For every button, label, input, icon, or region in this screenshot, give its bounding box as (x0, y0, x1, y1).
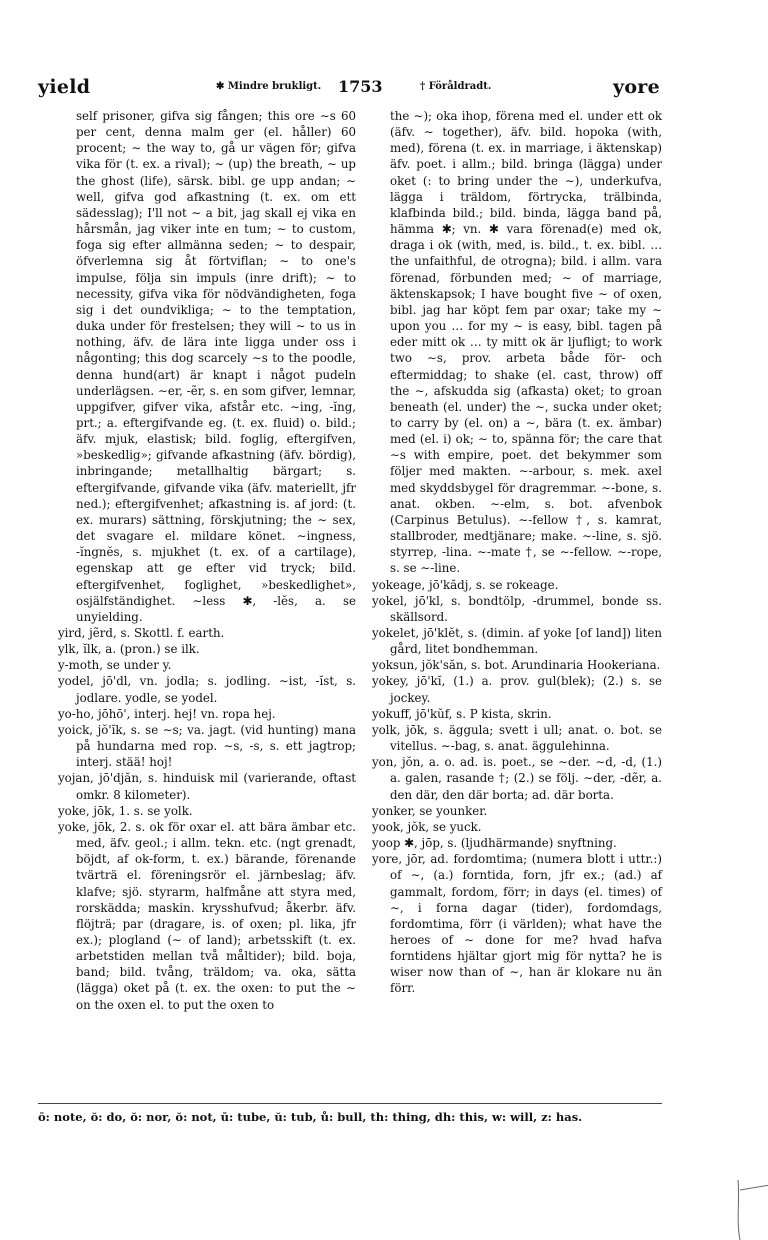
entry-yore: yore, jōr, ad. fordomtima; (numera blott i uttr.:) of ∼, (a.) forntida, forn, jfr ex.; (ad.) af gammalt, fordom, förr; in days (el. times) of ∼, i forna dagar (tider), fordomdags, fordomtima, förr (i världen); what have the heroes of ∼ done for me? hvad hafva forntidens hjältar gjort mig för nytta? he is wiser now than of ∼, han är klokare nu än förr. (372, 852, 662, 996)
entry-yoick: yoick, jŏ'ĭk, s. se ∼s; va. jagt. (vid hunting) mana på hundarna med rop. ∼s, -s, s. ett jagtrop; interj. stää! hoj! (58, 722, 356, 770)
entry-yon: yon, jŏn, a. o. ad. is. poet., se ∼der. ∼d, -d, (1.) a. galen, rasande †; (2.) se följ. ∼der, -dẽr, a. den där, den där borta; ad. där borta. (372, 755, 662, 802)
running-header (38, 76, 660, 100)
footer-rule (38, 1103, 662, 1104)
entry-yird: yird, jẽrd, s. Skottl. f. earth. (58, 626, 225, 640)
right-column (372, 108, 662, 997)
entry-yo-ho: yo-ho, jōhō', interj. hej! vn. ropa hej. (58, 706, 276, 721)
entry-ylk: ylk, ĭlk, a. (pron.) se ilk. (58, 642, 200, 657)
page-fold-mark (730, 1180, 768, 1240)
entry-yolk: yolk, jōk, s. äggula; svett i ull; anat. o. bot. se vitellus. ∼-bag, s. anat. äggulehinna. (372, 722, 662, 754)
entry-yoke-2-continuation: the ∼); oka ihop, förena med el. under ett ok (äfv. ∼ together), äfv. bild. hopoka (with, med), förena (t. ex. in marriage, i äktenskap) äfv. poet. i allm.; bild. bringa (lägga) under oket (: to bring under the ∼), underkufva, lägga i träldom, förtrycka, trälbinda, klafbinda bild.; bild. binda, lägga band på, hämma ✱; vn. ✱ vara förenad(e) med ok, draga i ok (with, med, is. bild., t. ex. bibl. … the unfaithful, de otrogna); bild. i allm. vara förenad, förbunden med; ∼ of marriage, äktenskapsok; I have bought five ∼ of oxen, bibl. jag har köpt fem par oxar; take my ∼ upon you … for my ∼ is easy, bibl. tagen på eder mitt ok … ty mitt ok är ljufligt; to work two ∼s, prov. arbeta både för- och eftermiddag; to shake (el. cast, throw) off the ∼, afskudda sig (afkasta) oket; to groan beneath (el. under) the ∼, sucka under oket; to carry by (el. on) a ∼, bära (t. ex. ämbar) med (el. i) ok; ∼ to, spänna för; the care that ∼s with empire, poet. det bekymmer som följer med makten. ∼-arbour, s. mek. axel med skyddsbygel för dragremmar. ∼-bone, s. anat. okben. ∼-elm, s. bot. afvenbok (Carpinus Betulus). ∼-fellow †, s. kamrat, stallbroder, medtjänare; make. ∼-line, s. sjö. styrrep, -lina. ∼-mate †, se ∼-fellow. ∼-rope, s. se ∼-line. (390, 109, 662, 576)
left-column (58, 108, 356, 1013)
entry-y-moth: y-moth, se under y. (58, 658, 172, 673)
entry-yodel: yodel, jō'dl, vn. jodla; s. jodling. ∼ist, -ĭst, s. jodlare. yodle, se yodel. (58, 674, 356, 705)
entry-yoksun: yoksun, jŏk'săn, s. bot. Arundinaria Hookeriana. (372, 658, 661, 673)
pronunciation-key: ō: note, ŏ: do, ŏ: nor, ŏ: not, ū: tube, ŭ: tub, ů: bull, th: thing, dh: this, w: will, z: has. (38, 1110, 583, 1124)
entry-yoke-2: yoke, jōk, 2. s. ok för oxar el. att bära ämbar etc. med, äfv. geol.; i allm. tekn. etc. (ngt grenadt, böjdt, af ok-form, t. ex.) bärande, förenande tvärträ el. föreningsrör el. järnbeslag; äfv. klafve; sjö. styrarm, halfmåne att styra med, rorskädda; maskin. krysshufvud; åkerbr. äfv. flöjträ; par (dragare, is. of oxen; pl. lika, jfr ex.); plogland (∼ of land); arbetsskift (t. ex. arbetstiden mellan två måltider); bild. boja, band; bild. tvång, träldom; va. oka, sätta (lägga) oket på (t. ex. the oxen: to put the ∼ on the oxen el. to put the oxen to (58, 819, 356, 1012)
header-first-word: yield (38, 76, 91, 98)
entry-yook: yook, jŏk, se yuck. (372, 819, 482, 834)
entry-yokey: yokey, jō'kĭ, (1.) a. prov. gul(blek); (2.) s. se jockey. (372, 674, 662, 705)
header-legend-rare: ✱ Mindre brukligt. (216, 81, 322, 92)
header-legend-archaic: † Föråldradt. (420, 81, 492, 92)
entry-yokelet: yokelet, jō'klĕt, s. (dimin. af yoke [of land]) liten gård, litet bondhemman. (372, 626, 662, 657)
entry-yokel: yokel, jō'kl, s. bondtölp, -drummel, bonde ss. skällsord. (372, 593, 662, 624)
entry-yonker: yonker, se younker. (372, 803, 488, 818)
entry-yokuff: yokuff, jō'kŭf, s. P kista, skrin. (372, 706, 552, 721)
entry-yojan: yojan, jō'djăn, s. hinduisk mil (varierande, oftast omkr. 8 kilometer). (58, 771, 356, 802)
page-number: 1753 (338, 77, 383, 96)
entry-yield-continuation: self prisoner, gifva sig fången; this ore ∼s 60 per cent, denna malm ger (el. håller) 60 procent; ∼ the way to, gå ur vägen för; gifva vika för (t. ex. a rival); ∼ (up) the breath, ∼ up the ghost (life), särsk. bibl. ge upp andan; ∼ well, gifva god afkastning (t. ex. om ett sädesslag); I'll not ∼ a bit, jag skall ej vika en hårsmån, jag viker inte en tum; ∼ to custom, foga sig efter allmänna seden; ∼ to despair, öfverlemna sig åt förtviflan; ∼ to one's impulse, följa sin impuls (inre drift); ∼ to necessity, gifva vika för nödvändigheten, foga sig i det oundvikliga; ∼ to the temptation, duka under för frestelsen; they will ∼ to us in nothing, äfv. de lära inte ligga under oss i någonting; this dog scarcely ∼s to the poodle, denna hund(art) är knapt i något pudeln underlägsen. ∼er, -ẽr, s. en som gifver, lemnar, uppgifver, gifver vika, afstår etc. ∼ing, -ĭng, prt.; a. eftergifvande eg. (t. ex. fluid) o. bild.; äfv. mjuk, elastisk; bild. foglig, eftergifven, »beskedlig»; gifvande afkastning (äfv. bördig), inbringande; metallhaltig bärgart; s. eftergifvande, gifvande vika (äfv. materiellt, jfr ned.); eftergifvenhet; afkastning is. af jord: (t. ex. murars) sättning, förskjutning; the ∼ sex, det svagare el. mildare könet. ∼ingness, -ĭngnĕs, s. mjukhet (t. ex. of a cartilage), egenskap att ge efter vid tryck; bild. eftergifvenhet, foglighet, »beskedlighet», osjälfständighet. ∼less ✱, -lĕs, a. se unyielding. (76, 109, 356, 624)
header-last-word: yore (612, 76, 660, 98)
entry-yoop: yoop ✱, jōp, s. (ljudhärmande) snyftning. (372, 836, 617, 851)
entry-yoke-1: yoke, jōk, 1. s. se yolk. (58, 803, 193, 818)
entry-yokeage: yokeage, jō'kădj, s. se rokeage. (372, 577, 559, 592)
